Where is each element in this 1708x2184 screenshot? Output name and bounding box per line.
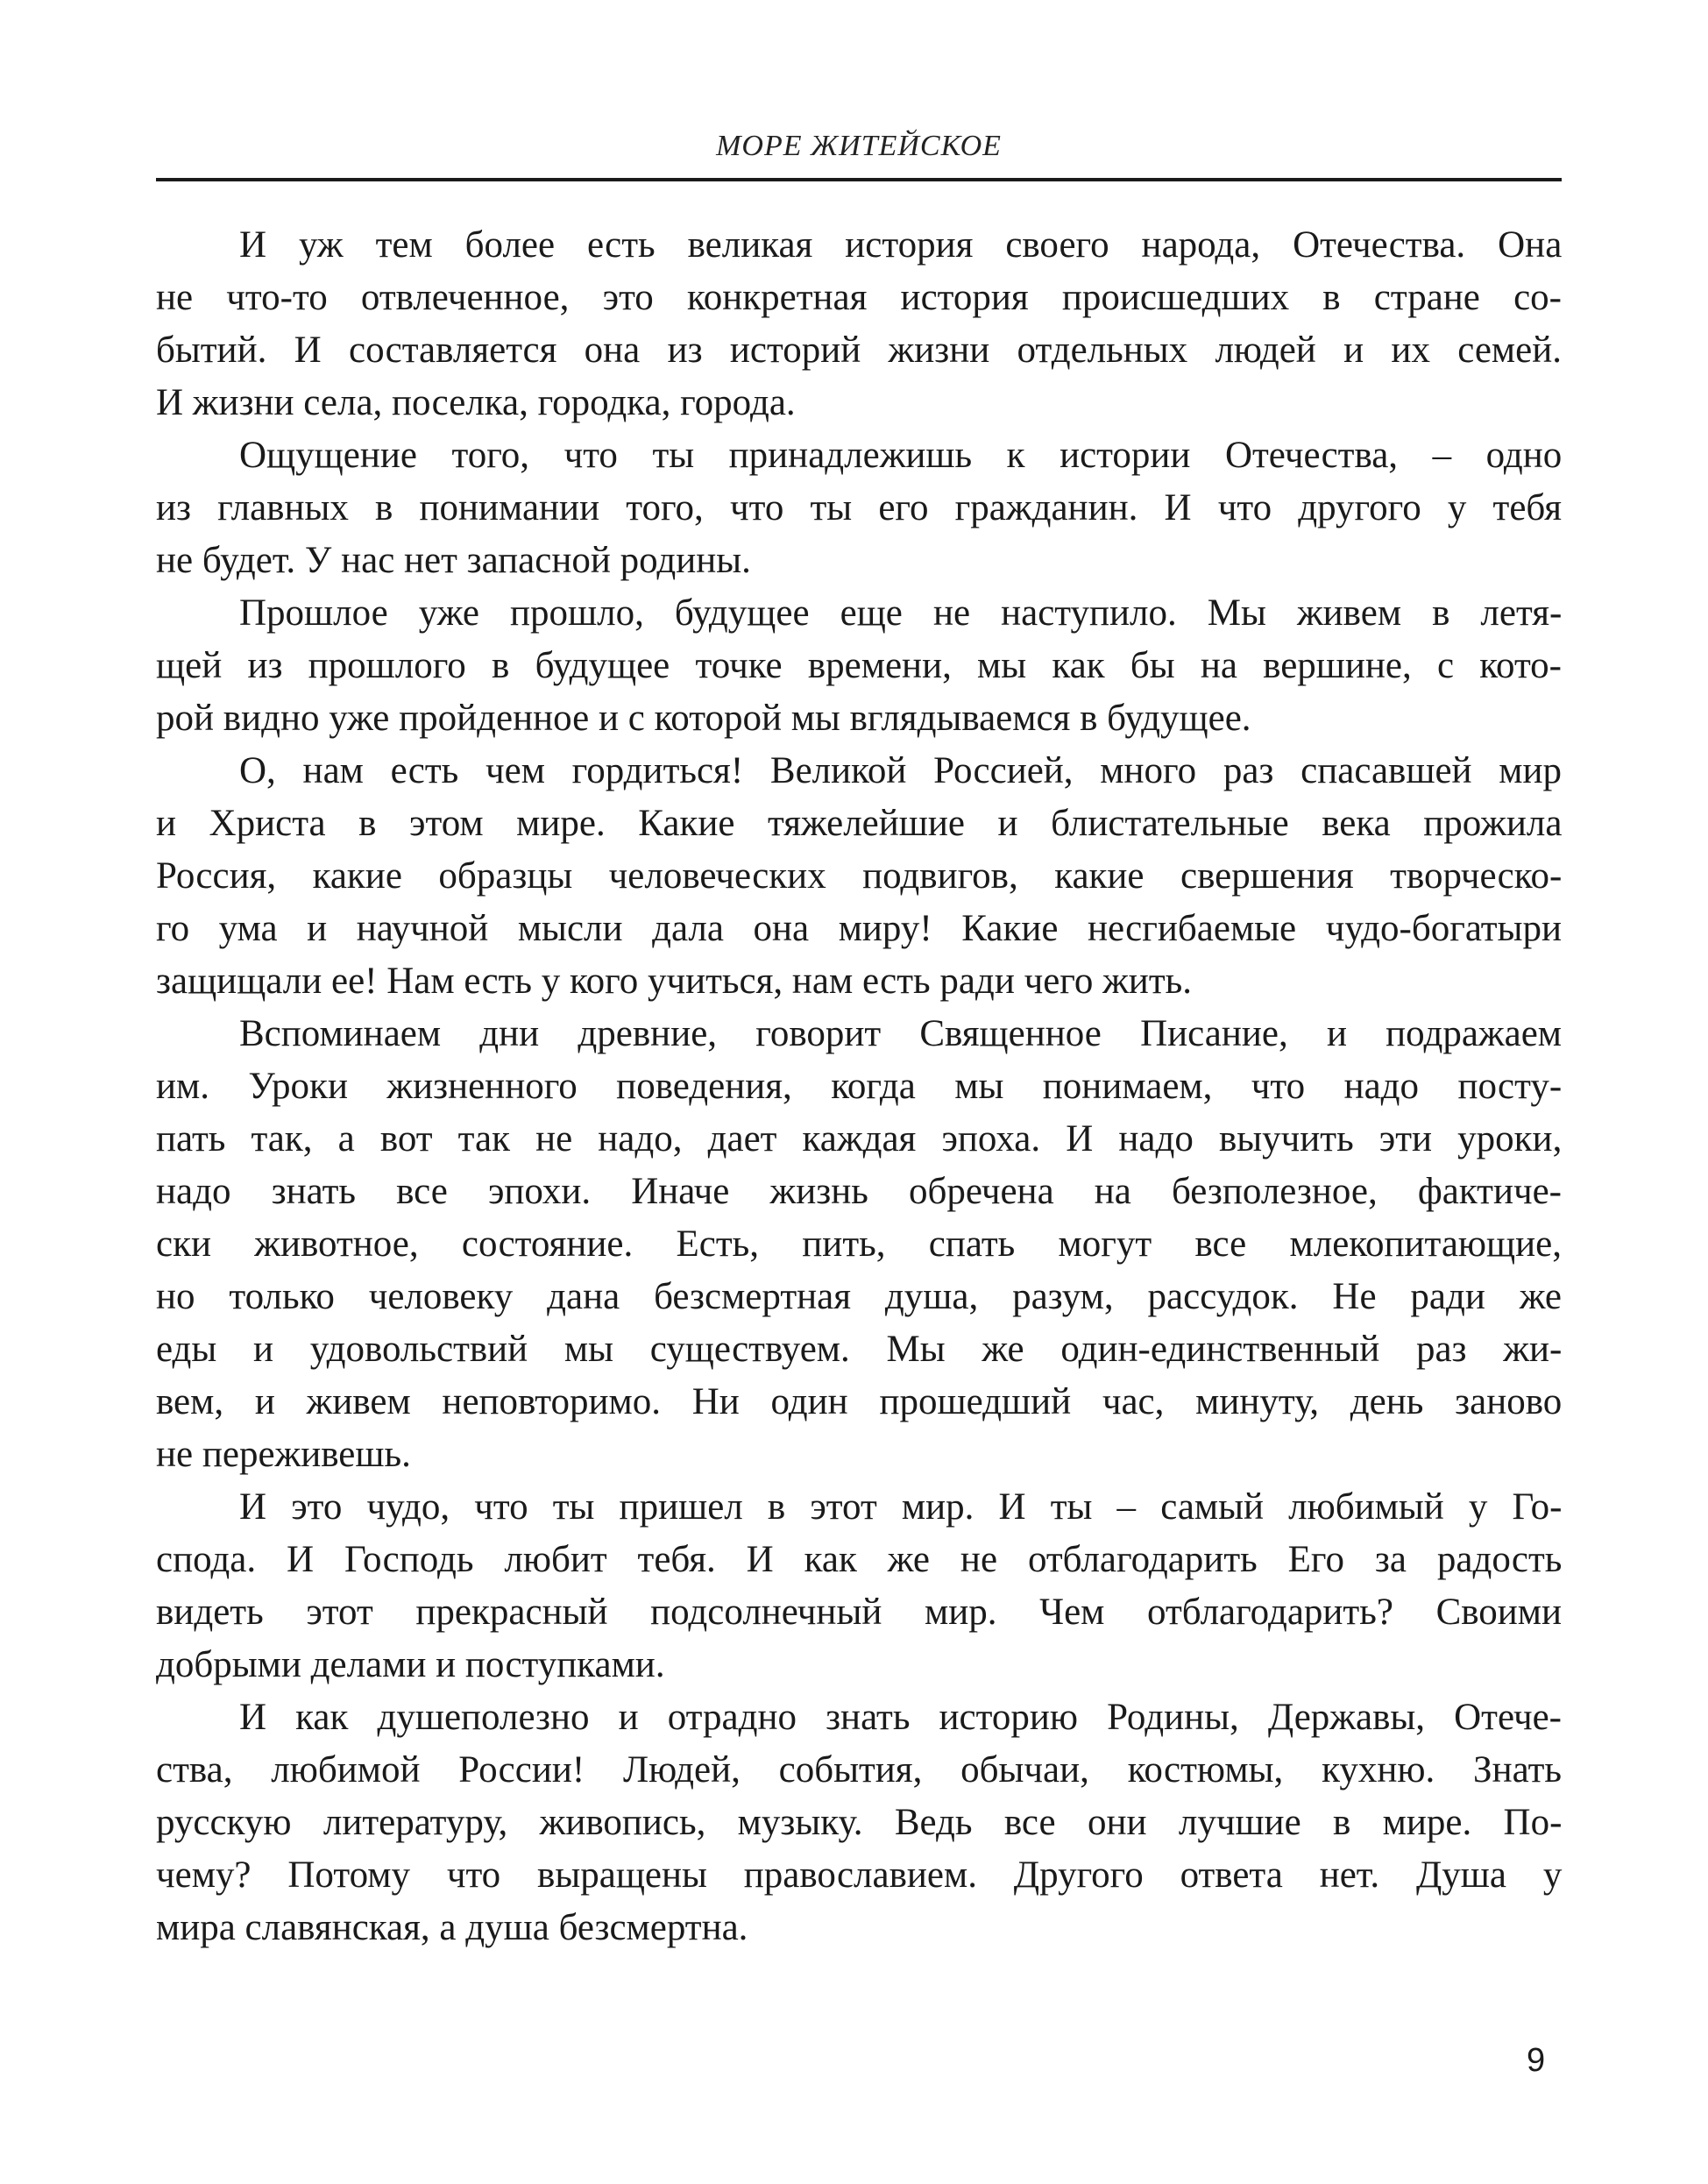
text-line: вем, и живем неповторимо. Ни один прошедший час, минуту, день заново	[156, 1381, 1563, 1422]
text-line: не что-то отвлеченное, это конкретная история происшедших в стране со-	[156, 277, 1562, 318]
text-line: О, нам есть чем гордиться! Великой Россией, много раз спасавшей мир	[239, 750, 1563, 791]
text-line: Прошлое уже прошло, будущее еще не наступило. Мы живем в летя-	[239, 592, 1563, 634]
text-line: щей из прошлого в будущее точке времени, мы как бы на вершине, с кото-	[156, 645, 1562, 686]
text-line: Ощущение того, что ты принадлежишь к истории Отечества, – одно	[239, 435, 1563, 476]
text-line: пать так, а вот так не надо, дает каждая эпоха. И надо выучить эти уроки,	[156, 1118, 1563, 1159]
paragraph	[156, 1691, 1562, 1954]
text-line: видеть этот прекрасный подсолнечный мир. Чем отблагодарить? Своими	[156, 1592, 1562, 1633]
text-line: И жизни села, поселка, городка, города.	[156, 382, 796, 423]
paragraph	[156, 587, 1562, 745]
text-line: им. Уроки жизненного поведения, когда мы понимаем, что надо посту-	[156, 1066, 1563, 1107]
running-head: МОРЕ ЖИТЕЙСКОЕ	[716, 130, 1002, 162]
text-line: Россия, какие образцы человеческих подвигов, какие свершения творческо-	[156, 855, 1563, 897]
paragraph	[156, 219, 1562, 429]
page-number: 9	[1527, 2042, 1546, 2079]
text-line: добрыми делами и поступками.	[156, 1644, 665, 1685]
text-line: защищали ее! Нам есть у кого учиться, нам есть ради чего жить.	[156, 961, 1192, 1002]
body-text	[156, 219, 1562, 1954]
text-line: ства, любимой России! Людей, события, обычаи, костюмы, кухню. Знать	[156, 1749, 1562, 1790]
text-line: мира славянская, а душа безсмертна.	[156, 1907, 748, 1948]
text-line: но только человеку дана безсмертная душа, разум, рассудок. Не ради же	[156, 1276, 1562, 1317]
text-line: не будет. У нас нет запасной родины.	[156, 540, 751, 581]
text-line: и Христа в этом мире. Какие тяжелейшие и блистательные века прожила	[156, 803, 1563, 844]
text-line: спода. И Господь любит тебя. И как же не отблагодарить Его за радость	[156, 1539, 1563, 1580]
text-line: И это чудо, что ты пришел в этот мир. И ты – самый любимый у Го-	[239, 1486, 1563, 1528]
paragraph	[156, 745, 1562, 1008]
text-line: ски животное, состояние. Есть, пить, спать могут все млекопитающие,	[156, 1223, 1562, 1265]
paragraph	[156, 429, 1562, 587]
text-line: надо знать все эпохи. Иначе жизнь обречена на безполезное, фактиче-	[156, 1171, 1562, 1212]
text-line: чему? Потому что выращены православием. Другого ответа нет. Душа у	[156, 1854, 1563, 1896]
header-rule	[156, 178, 1562, 181]
text-line: из главных в понимании того, что ты его гражданин. И что другого у тебя	[156, 487, 1562, 528]
text-line: не переживешь.	[156, 1434, 411, 1475]
paragraph	[156, 1481, 1562, 1691]
text-line: Вспоминаем дни древние, говорит Священное Писание, и подражаем	[239, 1013, 1562, 1054]
text-line: рой видно уже пройденное и с которой мы вглядываемся в будущее.	[156, 698, 1251, 739]
text-line: бытий. И составляется она из историй жизни отдельных людей и их семей.	[156, 330, 1562, 371]
text-line: еды и удовольствий мы существуем. Мы же один-единственный раз жи-	[156, 1329, 1563, 1370]
paragraph	[156, 1008, 1562, 1481]
text-line: го ума и научной мысли дала она миру! Какие несгибаемые чудо-богатыри	[156, 908, 1562, 949]
text-line: И уж тем более есть великая история своего народа, Отечества. Она	[239, 224, 1563, 266]
text-line: И как душеполезно и отрадно знать историю Родины, Державы, Отече-	[239, 1697, 1562, 1738]
text-line: русскую литературу, живопись, музыку. Ведь все они лучшие в мире. По-	[156, 1802, 1563, 1843]
